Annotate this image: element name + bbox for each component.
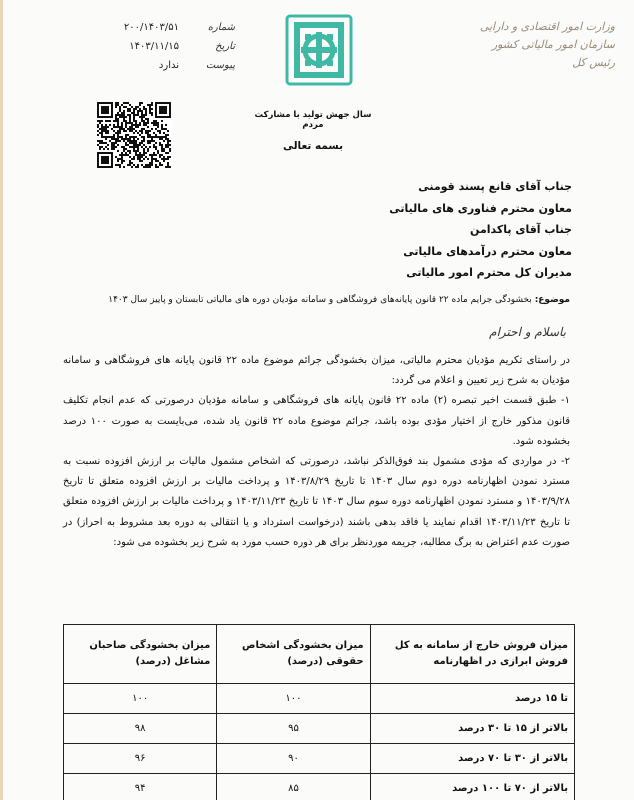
letter-date-value: ۱۴۰۳/۱۱/۱۵ xyxy=(129,41,179,52)
table-row xyxy=(64,744,575,774)
table-cell: ۱۰۰ xyxy=(217,684,370,714)
recipient-line: جناب آقای قانع پسند قومنی xyxy=(418,180,572,193)
letter-body xyxy=(63,351,570,553)
handwritten-letterhead: وزارت امور اقتصادی و دارایی سازمان امور مالیاتی کشور رئیس کل xyxy=(479,20,615,69)
table-cell: ۸۵ xyxy=(217,774,370,800)
body-paragraph: ۲- در مواردی که مؤدی مشمول بند فوق‌الذکر نباشد، درصورتی که اشخاص مشمول مالیات بر ارزش افزوده نسبت به مسترد نمودن اظهارنامه دوره دوم سال ۱۴۰۳ تا تاریخ ۱۴۰۳/۸/۲۹ و پرداخت مالیات بر ارزش افزوده متعلق تا تاریخ ۱۴۰۳/۹/۲۸ و مسترد نمودن اظهارنامه دوره سوم سال ۱۴۰۳ تا تاریخ ۱۴۰۳/۱۱/۲۳ و پرداخت مالیات بر ارزش افزوده متعلق تا تاریخ ۱۴۰۳/۱۱/۲۳ اقدام نمایند یا فاقد بدهی باشند (درخواست استرداد و یا انتقالی به دوره بعد مشروط به احراز) در صورت عدم اعتراض به برگ مطالبه، جریمه موردنظر برای هر دوره حسب مورد به شرح زیر بخشوده می شود: xyxy=(63,456,571,548)
table-row xyxy=(64,774,575,800)
letter-number-label: شماره xyxy=(207,22,235,33)
table-cell: بالاتر از ۳۰ تا ۷۰ درصد xyxy=(370,744,574,774)
letter-number-value: ۲۰۰/۱۴۰۳/۵۱ xyxy=(123,22,179,33)
year-motto: سال جهش تولید با مشارکت مردم xyxy=(254,110,372,130)
letter-date-label: تاریخ xyxy=(215,41,235,52)
table-header-cell: میزان بخشودگی صاحبان مشاغل (درصد) xyxy=(64,625,217,684)
recipient-line: معاون محترم فناوری های مالیاتی xyxy=(389,201,572,215)
letter-meta xyxy=(65,18,235,75)
table-cell: بالاتر از ۷۰ تا ۱۰۰ درصد xyxy=(370,774,574,800)
table-row xyxy=(64,714,575,744)
greeting: باسلام و احترام xyxy=(489,325,566,339)
letter-attachment-row xyxy=(65,56,235,75)
table-cell: ۹۶ xyxy=(64,744,217,774)
body-paragraph: ۱- طبق قسمت اخیر تبصره (۲) ماده ۲۲ قانون پایانه های فروشگاهی و سامانه مؤدیان درصورتی که عدم انجام تکلیف قانون مذکور خارج از اختیار مؤدی بوده باشد، جرائم موضوع ماده ۲۲ قانون یاد شده، می‌بایست به صورت ۱۰۰ درصد بخشوده شود. xyxy=(63,395,571,447)
qr-code-icon xyxy=(97,102,171,168)
body-paragraph: در راستای تکریم مؤدیان محترم مالیاتی، میزان بخشودگی جرائم موضوع ماده ۲۲ قانون پایانه های فروشگاهی و سامانه مؤدیان به شرح زیر تعیین و اعلام می گردد: xyxy=(63,355,571,387)
table-header-cell: میزان بخشودگی اشخاص حقوقی (درصد) xyxy=(217,625,370,684)
subject-line xyxy=(63,293,570,307)
table-cell: تا ۱۵ درصد xyxy=(370,684,574,714)
recipients-block xyxy=(272,176,572,284)
forgiveness-table xyxy=(63,624,575,800)
recipient-line: جناب آقای پاکدامن xyxy=(470,223,572,236)
letter-date-row xyxy=(65,37,235,56)
recipient-line: مدیران کل محترم امور مالیاتی xyxy=(406,266,572,279)
table-cell: ۹۴ xyxy=(64,774,217,800)
recipient-line: معاون محترم درآمدهای مالیاتی xyxy=(403,244,572,258)
basmala-heading: بسمه تعالی xyxy=(282,140,344,152)
subject-label: موضوع: xyxy=(534,295,570,305)
letter-attachment-label: پیوست xyxy=(205,60,235,71)
letter-number-row xyxy=(65,18,235,37)
letter-attachment-value: ندارد xyxy=(158,60,179,71)
table-cell: ۹۸ xyxy=(64,714,217,744)
table-cell: ۹۵ xyxy=(217,714,370,744)
table-cell: ۹۰ xyxy=(217,744,370,774)
table-header-row xyxy=(64,625,575,684)
tax-organization-logo-icon xyxy=(285,14,353,86)
table-cell: بالاتر از ۱۵ تا ۳۰ درصد xyxy=(370,714,574,744)
table-header-cell: میزان فروش خارج از سامانه به کل فروش ابرازی در اظهارنامه xyxy=(370,625,574,684)
subject-text: بخشودگی جرایم ماده ۲۲ قانون پایانه‌های فروشگاهی و سامانه مؤدیان دوره های مالیاتی تابستان و پاییز سال ۱۴۰۳ xyxy=(108,295,532,305)
table-cell: ۱۰۰ xyxy=(64,684,217,714)
table-row xyxy=(64,684,575,714)
